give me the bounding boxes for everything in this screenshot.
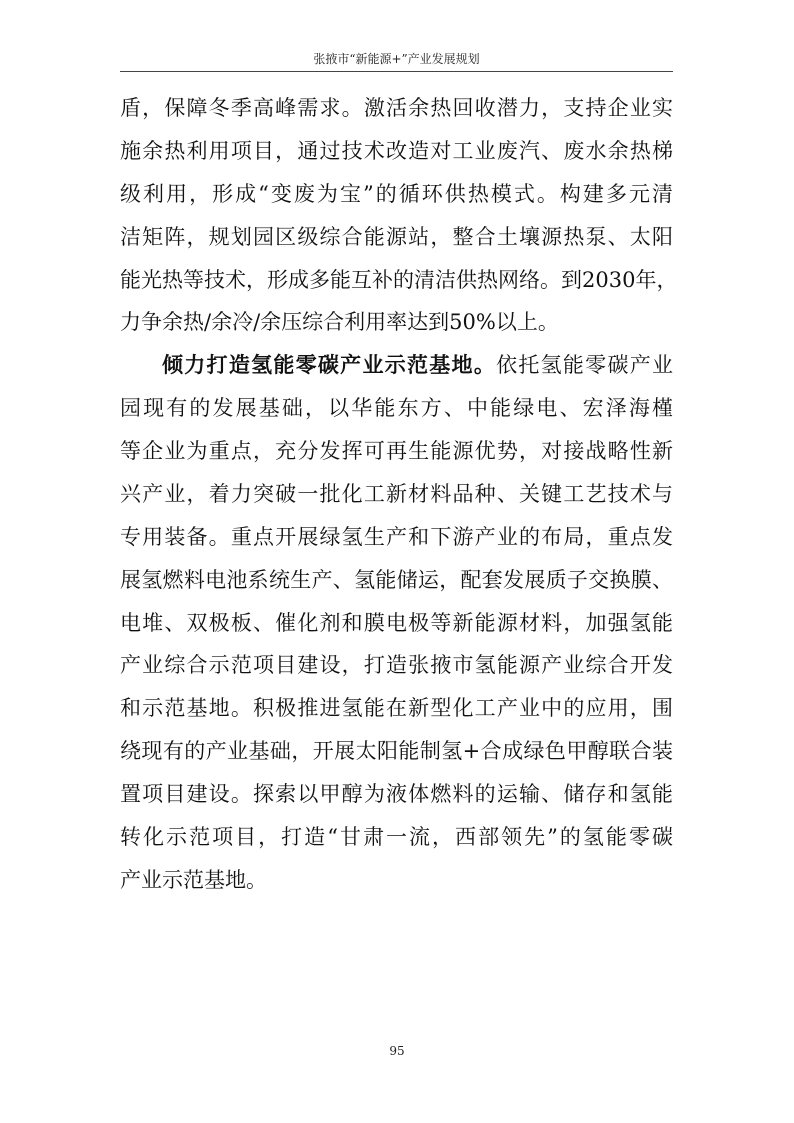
body-line: 专用装备。重点开展绿氢生产和下游产业的布局，重点发 — [120, 525, 673, 549]
page-number: 95 — [389, 1044, 405, 1058]
body-line: 施余热利用项目，通过技术改造对工业废汽、废水余热梯 — [120, 139, 673, 163]
body-line: 力争余热/余冷/余压综合利用率达到50%以上。 — [120, 310, 559, 334]
body-line: 置项目建设。探索以甲醇为液体燃料的运输、储存和氢能 — [120, 782, 673, 806]
paragraph-text: 依托氢能零碳产业 — [496, 353, 674, 377]
body-line: 级利用，形成“变废为宝”的循环供热模式。构建多元清 — [120, 182, 673, 206]
header-rule — [120, 71, 673, 72]
body-line: 电堆、双极板、催化剂和膜电极等新能源材料，加强氢能 — [120, 611, 673, 635]
body-line: 盾，保障冬季高峰需求。激活余热回收潜力，支持企业实 — [120, 96, 673, 120]
body-line: 和示范基地。积极推进氢能在新型化工产业中的应用，围 — [120, 696, 673, 720]
body-line: 产业综合示范项目建设，打造张掖市氢能源产业综合开发 — [120, 653, 673, 677]
body-line: 产业示范基地。 — [120, 868, 267, 892]
body-line: 转化示范项目，打造“甘肃一流，西部领先”的氢能零碳 — [120, 825, 673, 849]
running-header: 张掖市“新能源+”产业发展规划 — [313, 52, 480, 66]
body-line: 能光热等技术，形成多能互补的清洁供热网络。到2030年， — [120, 268, 678, 292]
paragraph-first-line — [120, 353, 673, 377]
body-line: 等企业为重点，充分发挥可再生能源优势，对接战略性新 — [120, 439, 673, 463]
body-line: 园现有的发展基础，以华能东方、中能绿电、宏泽海槿 — [120, 396, 673, 420]
paragraph-heading: 倾力打造氢能零碳产业示范基地。 — [162, 353, 497, 377]
body-line: 绕现有的产业基础，开展太阳能制氢+合成绿色甲醇联合装 — [120, 739, 673, 763]
body-line: 兴产业，着力突破一批化工新材料品种、关键工艺技术与 — [120, 482, 673, 506]
body-line: 展氢燃料电池系统生产、氢能储运，配套发展质子交换膜、 — [120, 568, 673, 592]
body-line: 洁矩阵，规划园区级综合能源站，整合土壤源热泵、太阳 — [120, 225, 673, 249]
